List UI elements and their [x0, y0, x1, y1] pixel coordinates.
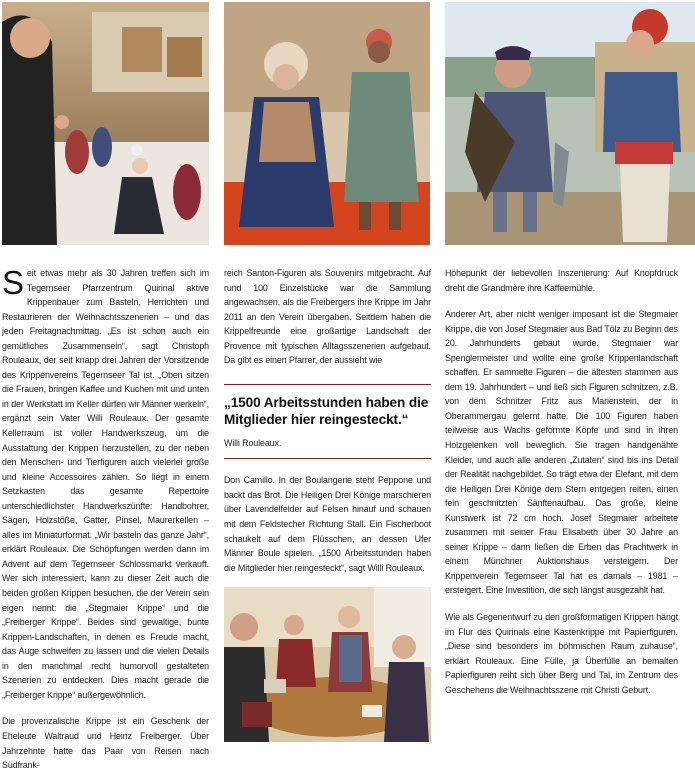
- paragraph-grandmere: Höhepunkt der liebevollen Inszenierung: Auf Knopfdruck dreht die Grandmère ihre Kaffeemühle.: [445, 268, 678, 293]
- pull-quote-author: Willi Rouleaux.: [224, 437, 282, 448]
- pull-quote-box: [224, 384, 431, 460]
- paragraph-stegmaier-crib: Anderer Art, aber nicht weniger imposant ist die Stegmaier Krippe, die von Josef Stegmaier aus Bad Tölz zu Beginn des 20. Jahrhunderts gebaut wurde. Stegmaier war Spenglermeister und wollte eine große Krippenlandschaft schaffen. Er sammelte Figuren – die ältesten stammen aus dem 19. Jahrhundert – und ließ sich Figuren schnitzen, z.B. von dem Schnitzer Fritz aus Marienstein, der in Oberammergau gelernt hatte. Die 100 Figuren haben teilweise aus Wachs geformte Köpfe und sind in ihren Holzgelenken voll beweglich. Sie tragen handgenähte Kleider, und auch alle anderen „Zutaten“ sind bis ins Detail der Realität nachgebildet. So trägt etwa der Elefant, mit dem die Heiligen Drei Könige dem Stern entgegen reiten, einen fein geschnitzten Sänftenaufbau. Das große, kleine Kunstwerk ist 72 cm hoch. Josef Stegmaier arbeitete zusammen mit seiner Frau Elisabeth über 30 Jahre an seiner Krippe – dann ließen die Erben das Prachtwerk in einem Münchner Auktionshaus versteigern. Der Krippenverein Tegernseer Tal hat es damals – 1981 – ersteigert. Eine Investition, die sich längst ausgezahlt hat.: [445, 309, 678, 596]
- photo-santon-figures: [224, 2, 430, 245]
- paragraph-provencal-crib: Die provenzalische Krippe ist ein Geschenk der Eheleute Waltraud und Heinz Freiberger. Über Jahrzehnte hatte das Paar von Reisen nach Südfrank-: [2, 716, 209, 771]
- paragraph-intro-text: eit etwas mehr als 30 Jahren treffen sich im Tegernseer Pfarrzentrum Quirinal aktive Krippenbauer zum Basteln, Herrichten und Restaurieren der Weihnachtsszenerien – und das jeden Freitagnachmittag. „Es ist schon auch ein gemütliches Zusammensein“, sagt Christoph Rouleaux, der seit knapp drei Jahren der Vorsitzende des Krippenvereins Tegernseer Tal ist. „Oben sitzen die Frauen, bringen Kaffee und Kuchen mit und unten in der Werkstatt im Keller dürfen wir Männer werkeln“, ergänzt sein Vater Willi Rouleaux. Der gesamte Kellerraum ist voller Handwerkszeug, um die Ausstattung der Krippen herzustellen, zu der neben den Menschen- und Tierfiguren auch vielerlei große und kleine Accessoires zählen. So liegt in einem Setzkasten das gesamte Repertoire unterschiedlichster Handwerkszünfte: Handbohrer, Sägen, Holzstöße, Gatter, Pinsel, Maurerkellen – alles im Miniaturformat. „Wir basteln das ganze Jahr“, erklärt Rouleaux. Die Schöpfungen werden dann im Advent auf dem Tegernseer Schlossmarkt verkauft. Wer sich interessiert, kann zu dieser Zeit auch die beiden großen Krippen besuchen, die der Verein sein eigen nennt: die „Stegmaier Krippe“ und die „Freiberger Krippe“. Beides sind gewaltige, bunte Krippen-Landschaften, in denen es Freude macht, das Auge schweifen zu lassen und die vielen Details in den manchmal recht humorvoll gestalteten Szenerien zu entdecken. Dies macht gerade die „Freiberger Krippe“ außergewöhnlich.: [2, 268, 209, 700]
- article-column-2: [224, 266, 431, 575]
- article-column-1: [2, 266, 209, 773]
- photo-fisherman-figures: [445, 2, 695, 245]
- drop-cap: S: [2, 264, 24, 301]
- photo-card-players: [224, 587, 431, 742]
- paragraph-intro: [2, 266, 209, 702]
- paragraph-santon-collection: reich Santon-Figuren als Souvenirs mitgebracht. Auf rund 100 Einzelstücke war die Sammlung angewachsen, als die Freibergers ihre Krippe im Jahr 2011 an den Verein übergaben. Seitdem haben die Krippelfreunde eine großartige Landschaft der Provence mit typischen Alltagsszenerien aufgebaut. Da gibt es einen Pfarrer, der aussieht wie: [224, 268, 431, 366]
- pull-quote: „1500 Arbeitsstunden haben die Mitglieder hier reingesteckt.“: [224, 394, 429, 427]
- photo-workshop-figures: [2, 2, 209, 245]
- article-column-3: [445, 266, 678, 697]
- paragraph-paper-crib: Wie als Gegenentwurf zu den großformatigen Krippen hängt im Flur des Quirinals eine Kastenkrippe mit Papierfiguren. „Diese sind besonders im böhmischen Raum zuhause“, erklärt Rouleaux. Eine Fülle, ja Überfülle an bemalten Papierfiguren reiht sich über Berg und Tal, im Zentrum des Geschehens die Weihnachtsszene mit Christi Geburt.: [445, 612, 678, 695]
- paragraph-don-camillo: Don Camillo. In der Boulangerie steht Peppone und backt das Brot. Die Heiligen Drei Könige marschieren über Lavendelfelder auf Felsen hinauf und schauen mit dem Feldstecher Richtung Stall. Ein Fischerboot schaukelt auf dem Flüsschen, an dessen Ufer Männer Boule spielen. „1500 Arbeitsstunden haben die Mitglieder hier reingesteckt“, sagt Willi Rouleaux.: [224, 475, 431, 573]
